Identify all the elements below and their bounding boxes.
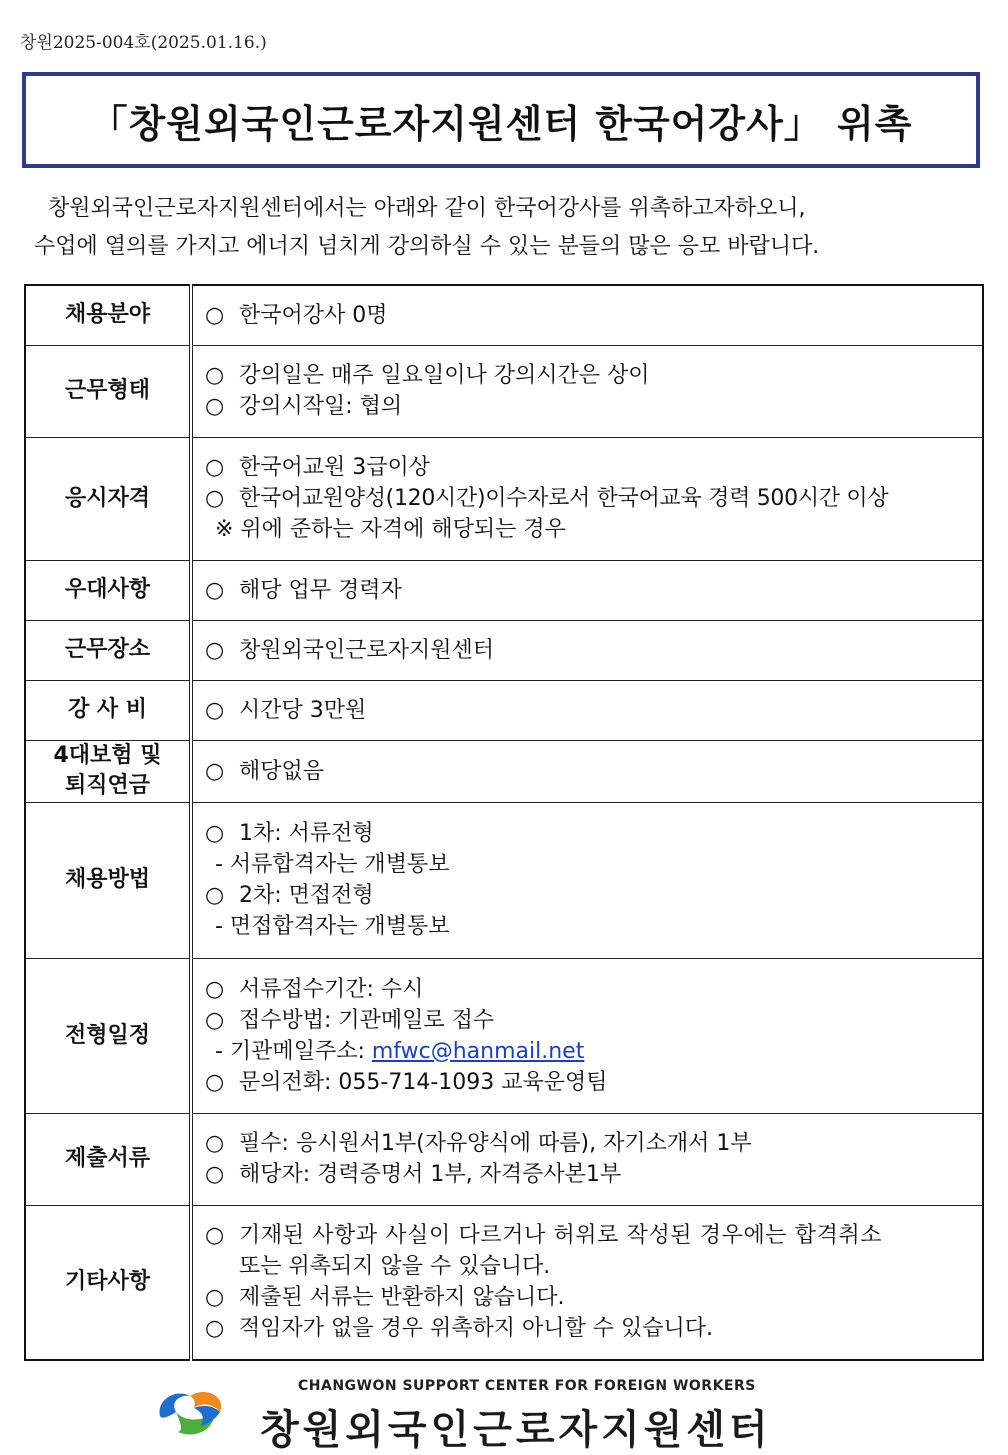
- item: ○ 적임자가 없을 경우 위촉하지 아니할 수 있습니다.: [205, 1313, 972, 1344]
- item: ○ 강의일은 매주 일요일이나 강의시간은 상이: [205, 360, 972, 391]
- row-content: [191, 1113, 983, 1205]
- row-label: 근무장소: [25, 620, 191, 680]
- page-title: 「창원외국인근로자지원센터 한국어강사」 위촉: [89, 101, 913, 146]
- row-schedule: [25, 958, 983, 1113]
- item: ○ 한국어강사 0명: [205, 300, 972, 331]
- row-label: 전형일정: [25, 958, 191, 1113]
- row-label: 우대사항: [25, 560, 191, 620]
- row-recruit-field: [25, 285, 983, 345]
- item: ○ 필수: 응시원서1부(자유양식에 따름), 자기소개서 1부: [205, 1128, 972, 1159]
- row-content: [191, 285, 983, 345]
- row-other: [25, 1205, 983, 1360]
- item: ○ 강의시작일: 협의: [205, 391, 972, 422]
- item: ○ 한국어교원 3급이상: [205, 452, 972, 483]
- sub-item: - 면접합격자는 개별통보: [215, 914, 450, 939]
- email-link[interactable]: mfwc@hanmail.net: [371, 1038, 585, 1064]
- organization-logo-icon: [150, 1382, 238, 1442]
- intro-line-1: 창원외국인근로자지원센터에서는 아래와 같이 한국어강사를 위촉하고자하오니,: [48, 196, 806, 221]
- item: ○ 해당 업무 경력자: [205, 575, 972, 606]
- row-label-line: 퇴직연금: [64, 773, 150, 798]
- row-content: [191, 740, 983, 802]
- row-qualification: [25, 437, 983, 560]
- row-lecture-fee: [25, 680, 983, 740]
- item: ○ 문의전화: 055-714-1093 교육운영팀: [205, 1067, 972, 1098]
- item: ○ 해당자: 경력증명서 1부, 자격증사본1부: [205, 1159, 972, 1190]
- email-label: - 기관메일주소:: [215, 1038, 372, 1064]
- row-label: 기타사항: [25, 1205, 191, 1360]
- row-preference: [25, 560, 983, 620]
- row-label: 강 사 비: [25, 680, 191, 740]
- row-label: 제출서류: [25, 1113, 191, 1205]
- document-number: 창원2025-004호(2025.01.16.): [20, 33, 267, 53]
- row-insurance: [25, 740, 983, 802]
- item: ○ 창원외국인근로자지원센터: [205, 635, 972, 666]
- row-label-line: 4대보험 및: [53, 743, 162, 768]
- footer-logo-block: [150, 1376, 850, 1453]
- row-label: 근무형태: [25, 345, 191, 437]
- row-content: [191, 620, 983, 680]
- item: ○ 기재된 사항과 사실이 다르거나 허위로 작성된 경우에는 합격취소: [205, 1220, 972, 1251]
- row-content: [191, 802, 983, 958]
- item: ○ 해당없음: [205, 756, 972, 787]
- intro-line-2: 수업에 열의를 가지고 에너지 넘치게 강의하실 수 있는 분들의 많은 응모 바랍니다.: [34, 234, 820, 259]
- item: ○ 시간당 3만원: [205, 695, 972, 726]
- sub-item: [205, 1036, 972, 1067]
- recruitment-table: [24, 284, 984, 1361]
- row-label: 응시자격: [25, 437, 191, 560]
- note: ※ 위에 준하는 자격에 해당되는 경우: [215, 517, 566, 542]
- row-content: [191, 437, 983, 560]
- row-content: [191, 345, 983, 437]
- row-work-place: [25, 620, 983, 680]
- org-name-english: CHANGWON SUPPORT CENTER FOR FOREIGN WORKERS: [298, 1378, 756, 1394]
- item: ○ 2차: 면접전형: [205, 880, 972, 911]
- row-hiring-method: [25, 802, 983, 958]
- row-label: [25, 740, 191, 802]
- row-content: [191, 680, 983, 740]
- org-name-korean: 창원외국인근로자지원센터: [260, 1407, 772, 1453]
- row-label: 채용분야: [25, 285, 191, 345]
- row-content: [191, 560, 983, 620]
- item-continuation: 또는 위촉되지 않을 수 있습니다.: [239, 1254, 551, 1280]
- item: ○ 서류접수기간: 수시: [205, 974, 972, 1005]
- item: ○ 접수방법: 기관메일로 접수: [205, 1005, 972, 1036]
- row-content: [191, 958, 983, 1113]
- row-label: 채용방법: [25, 802, 191, 958]
- row-content: [191, 1205, 983, 1360]
- intro-paragraph: [20, 190, 986, 266]
- row-documents: [25, 1113, 983, 1205]
- row-work-type: [25, 345, 983, 437]
- item: ○ 제출된 서류는 반환하지 않습니다.: [205, 1282, 972, 1313]
- title-box: [22, 72, 980, 168]
- item: ○ 1차: 서류전형: [205, 818, 972, 849]
- item: ○ 한국어교원양성(120시간)이수자로서 한국어교육 경력 500시간 이상: [205, 483, 972, 514]
- sub-item: - 서류합격자는 개별통보: [215, 852, 450, 877]
